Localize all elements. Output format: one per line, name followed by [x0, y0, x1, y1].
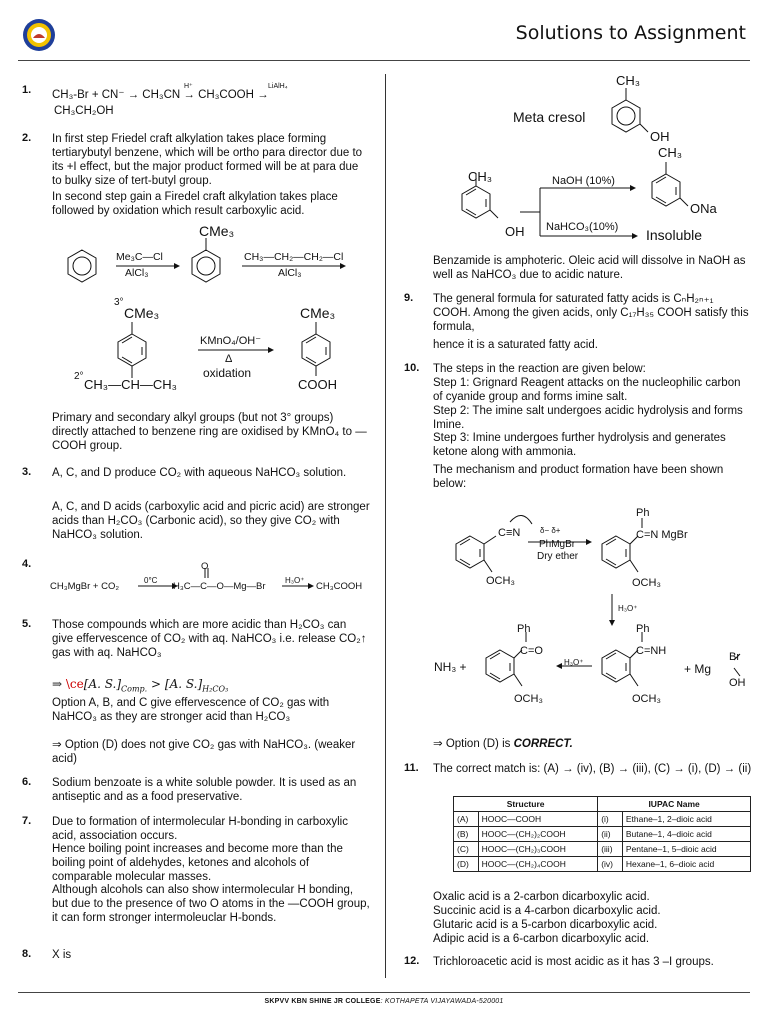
q5-para3: ⇒ Option (D) does not give CO₂ gas with NaHCO₃. (weaker acid) — [52, 739, 356, 765]
table-row — [454, 812, 751, 827]
q2-number: 2. — [22, 132, 32, 144]
q10-mechanism — [430, 500, 760, 720]
table-cell: HOOC—(CH₂)₄COOH — [478, 857, 598, 872]
college-logo-icon — [22, 18, 56, 52]
q4-oxygen: O — [201, 561, 209, 572]
q2-para1: In first step Friedel craft alkylation takes place forming tertiarybutyl benzene, which will be ortho para director due to its +I effect, but the major product formed will be at para due to bulky size of tert-butyl group. — [52, 133, 363, 187]
q2-isopropyl: CH₃—CH—CH₃ — [84, 377, 177, 392]
nahco3-reagent: NaHCO₃(10%) — [546, 221, 619, 233]
meta-cresol-ch3: CH₃ — [616, 73, 641, 88]
cresol-oh: OH — [505, 224, 525, 239]
column-divider — [385, 74, 386, 978]
q11-number: 11. — [404, 762, 419, 774]
q2-tertiary-label: 3° — [114, 297, 124, 308]
benzene-ring-icon — [302, 322, 330, 376]
q10-nh3: NH₃ + — [434, 660, 467, 674]
footer-college: SKPVV KBN SHINE JR COLLEGE — [264, 998, 381, 1005]
meta-cresol-oh: OH — [650, 129, 670, 144]
q10-cnh: C=NH — [636, 645, 667, 657]
footer-divider — [18, 992, 750, 993]
table-cell: Butane–1, 4–dioic acid — [622, 827, 750, 842]
q10-cnmgbr: C=N MgBr — [636, 529, 688, 541]
iupac-table — [453, 796, 751, 872]
footer-location: : KOTHAPETA VIJAYAWADA-520001 — [380, 998, 504, 1005]
q10-ph3: Ph — [636, 623, 650, 635]
q6-para1: Sodium benzoate is a white soluble powder. It is used as an antiseptic and as a food preservative. — [52, 777, 357, 803]
q7-para2: Hence boiling point increases and become more than the boiling point of aldehydes, ketones and alcohols of comparable molecular masses. — [52, 843, 343, 883]
cresol-ch3: CH₃ — [468, 169, 493, 184]
salt-ona: ONa — [690, 201, 717, 216]
q2-reagent1-bottom: AlCl₃ — [125, 267, 149, 279]
q9-para1: The general formula for saturated fatty acids is CₙH₂ₙ₊₁ COOH. Among the given acids, only C₁₇H₃₅ COOH satisfy this formula, — [433, 293, 749, 333]
table-cell: (ii) — [598, 827, 623, 842]
q2-para3: Primary and secondary alkyl groups (but not 3° groups) directly attached to benzene ring are oxidised by KMnO₄ to —COOH group. — [52, 412, 367, 452]
q10-answer-pre: ⇒ Option (D) is — [433, 738, 514, 750]
q7-para1: Due to formation of intermolecular H-bonding in carboxylic acid, association occurs. — [52, 816, 348, 842]
q2-reagent3-bottom: oxidation — [203, 366, 252, 380]
q10-h3o-1: H₃O⁺ — [618, 604, 638, 613]
table-cell: Hexane–1, 6–dioic acid — [622, 857, 750, 872]
q2-reagent2-bottom: AlCl₃ — [278, 267, 302, 279]
table-cell: HOOC—(CH₂)₂COOH — [478, 827, 598, 842]
q11-line2: Succinic acid is a 4-carbon dicarboxylic acid. — [433, 905, 661, 917]
q2-cme3-mid: CMe₃ — [124, 305, 160, 321]
q1-line1: CH₃-Br + CN⁻ → CH₃CN → CH₃COOH → — [52, 89, 269, 101]
q11-line1: Oxalic acid is a 2-carbon dicarboxylic acid. — [433, 891, 650, 903]
q1-arrow2-label: LiAlH₄ — [268, 83, 288, 90]
q5-formula-arrow: ⇒ — [52, 677, 63, 691]
q12-number: 12. — [404, 955, 420, 967]
q10-co: C=O — [520, 645, 543, 657]
table-row — [454, 842, 751, 857]
table-cell: (iii) — [598, 842, 623, 857]
q10-para1: The steps in the reaction are given below: — [433, 363, 646, 375]
table-row — [454, 827, 751, 842]
q2-reagent1-top: Me₃C—Cl — [116, 251, 163, 263]
q5-formula-comp: Comp. — [121, 684, 148, 694]
q4-product: CH₃COOH — [316, 581, 363, 592]
q10-step2: Step 2: The imine salt undergoes acidic hydrolysis and forms Imine. — [433, 405, 743, 431]
q10-och3-a: OCH₃ — [486, 575, 515, 587]
q2-reagent3-top: KMnO₄/OH⁻ — [200, 335, 262, 347]
insoluble-label: Insoluble — [646, 227, 703, 243]
table-row — [454, 857, 751, 872]
table-cell: (i) — [598, 812, 623, 827]
q4-number: 4. — [22, 558, 32, 570]
q1-line2: CH₃CH₂OH — [54, 105, 114, 117]
q8-para1: X is — [52, 949, 72, 961]
benzene-ring-icon — [68, 250, 96, 282]
q10-cn: C≡N — [498, 527, 521, 539]
naoh-reagent: NaOH (10%) — [552, 175, 615, 187]
q10-delta: δ− δ+ — [540, 526, 561, 535]
q2-reagent2-top: CH₃—CH₂—CH₂—Cl — [244, 251, 344, 263]
q7-para3: Although alcohols can also show intermolecular H bonding, but due to the presence of two O atoms in the —COOH group, it can form stronger intermoleuclar H-bonds. — [52, 884, 370, 924]
q10-para5: The mechanism and product formation have been shown below: — [433, 464, 724, 490]
q6-number: 6. — [22, 776, 32, 788]
q10-answer-correct: CORRECT. — [513, 738, 573, 750]
q2-cme3-product: CMe₃ — [300, 305, 336, 321]
table-cell: (iv) — [598, 857, 623, 872]
q10-och3-b: OCH₃ — [632, 577, 661, 589]
q4-condition: 0°C — [144, 576, 158, 585]
q10-step3: Step 3: Imine undergoes further hydrolysis and generates ketone along with ammonia. — [433, 432, 726, 458]
q2-para2: In second step gain a Firedel craft alkylation takes place followed by oxidation which result carboxylic acid. — [52, 191, 338, 217]
header-divider — [18, 60, 750, 61]
q11-line4: Adipic acid is a 6-carbon dicarboxylic acid. — [433, 933, 650, 945]
q2-secondary-label: 2° — [74, 371, 84, 382]
q10-och3-c: OCH₃ — [514, 693, 543, 705]
salt-ch3: CH₃ — [658, 145, 683, 160]
q3-number: 3. — [22, 466, 32, 478]
q12-para1: Trichloroacetic acid is most acidic as it has 3 –I groups. — [433, 956, 714, 968]
q2-cme3-top: CMe₃ — [199, 223, 235, 239]
q2-cooh: COOH — [298, 377, 337, 392]
table-header-iupac: IUPAC Name — [598, 797, 751, 812]
q4-reactants: CH₃MgBr + CO₂ — [50, 581, 120, 592]
table-cell: Ethane–1, 2–dioic acid — [622, 812, 750, 827]
q5-formula — [52, 677, 370, 694]
q2-reagent3-delta: Δ — [225, 353, 233, 365]
q3-para2: A, C, and D acids (carboxylic acid and picric acid) are stronger acids than H₂CO₃ (Carbonic acid), so they give CO₂ with NaHCO₃ solution. — [52, 501, 370, 541]
q7-number: 7. — [22, 815, 32, 827]
q10-phmgbr: PhMgBr — [539, 539, 576, 550]
q10-och3-d: OCH₃ — [632, 693, 661, 705]
q10-answer — [433, 737, 751, 751]
q9-para2: hence it is a saturated fatty acid. — [433, 339, 598, 351]
q5-formula-gt: > [A. S.] — [147, 677, 203, 691]
table-cell: HOOC—COOH — [478, 812, 598, 827]
q10-step1: Step 1: Grignard Reagent attacks on the nucleophilic carbon of cyanide group and forms imine salt. — [433, 377, 741, 403]
benzene-ring-icon — [192, 238, 220, 282]
q10-ph2: Ph — [517, 623, 531, 635]
q10-oh: OH — [729, 677, 746, 689]
table-cell: HOOC—(CH₂)₃COOH — [478, 842, 598, 857]
benzamide-para: Benzamide is amphoteric. Oleic acid will dissolve in NaOH as well as NaHCO₃ due to acidic nature. — [433, 255, 746, 281]
q5-formula-as: [A. S.] — [83, 677, 122, 691]
meta-cresol-label: Meta cresol — [513, 109, 586, 125]
page-header — [0, 0, 768, 60]
q5-formula-h2co3: H₂CO₃ — [202, 684, 229, 694]
q8-number: 8. — [22, 948, 32, 960]
table-cell: (A) — [454, 812, 479, 827]
q1-arrow1-label: H⁺ — [184, 83, 193, 90]
table-cell: (B) — [454, 827, 479, 842]
q11-line3: Glutaric acid is a 5-carbon dicarboxylic acid. — [433, 919, 658, 931]
page-title: Solutions to Assignment — [515, 22, 746, 44]
benzene-ring-icon — [118, 322, 146, 378]
table-header-structure: Structure — [454, 797, 598, 812]
q10-number: 10. — [404, 362, 420, 374]
table-cell: (C) — [454, 842, 479, 857]
table-cell: Pentane–1, 5–dioic acid — [622, 842, 750, 857]
q5-formula-ce: \ce — [65, 677, 84, 691]
q11-para1: The correct match is: (A) → (iv), (B) → (iii), (C) → (i), (D) → (ii) — [433, 763, 752, 775]
q10-mg: + Mg — [684, 662, 712, 676]
table-cell: (D) — [454, 857, 479, 872]
page-footer — [0, 998, 768, 1007]
q5-para2: Option A, B, and C give effervescence of CO₂ gas with NaHCO₃ as they are stronger acid than H₂CO₃ — [52, 697, 330, 723]
q5-para1: Those compounds which are more acidic than H₂CO₃ can give effervescence of CO₂ with aq. NaHCO₃ i.e. release CO₂↑ gas with aq. NaHCO₃ — [52, 619, 367, 659]
q10-ph1: Ph — [636, 507, 650, 519]
q4-h3o: H₃O⁺ — [285, 576, 305, 585]
q5-number: 5. — [22, 618, 32, 630]
q10-h3o-2: H₃O⁺ — [564, 658, 584, 667]
q10-br: Br — [729, 651, 740, 663]
q4-intermediate: H₃C—C—O—Mg—Br — [173, 581, 266, 592]
q10-dryether: Dry ether — [537, 551, 579, 562]
q1-number: 1. — [22, 84, 32, 96]
q9-number: 9. — [404, 292, 414, 304]
q3-para1: A, C, and D produce CO₂ with aqueous NaHCO₃ solution. — [52, 467, 347, 479]
